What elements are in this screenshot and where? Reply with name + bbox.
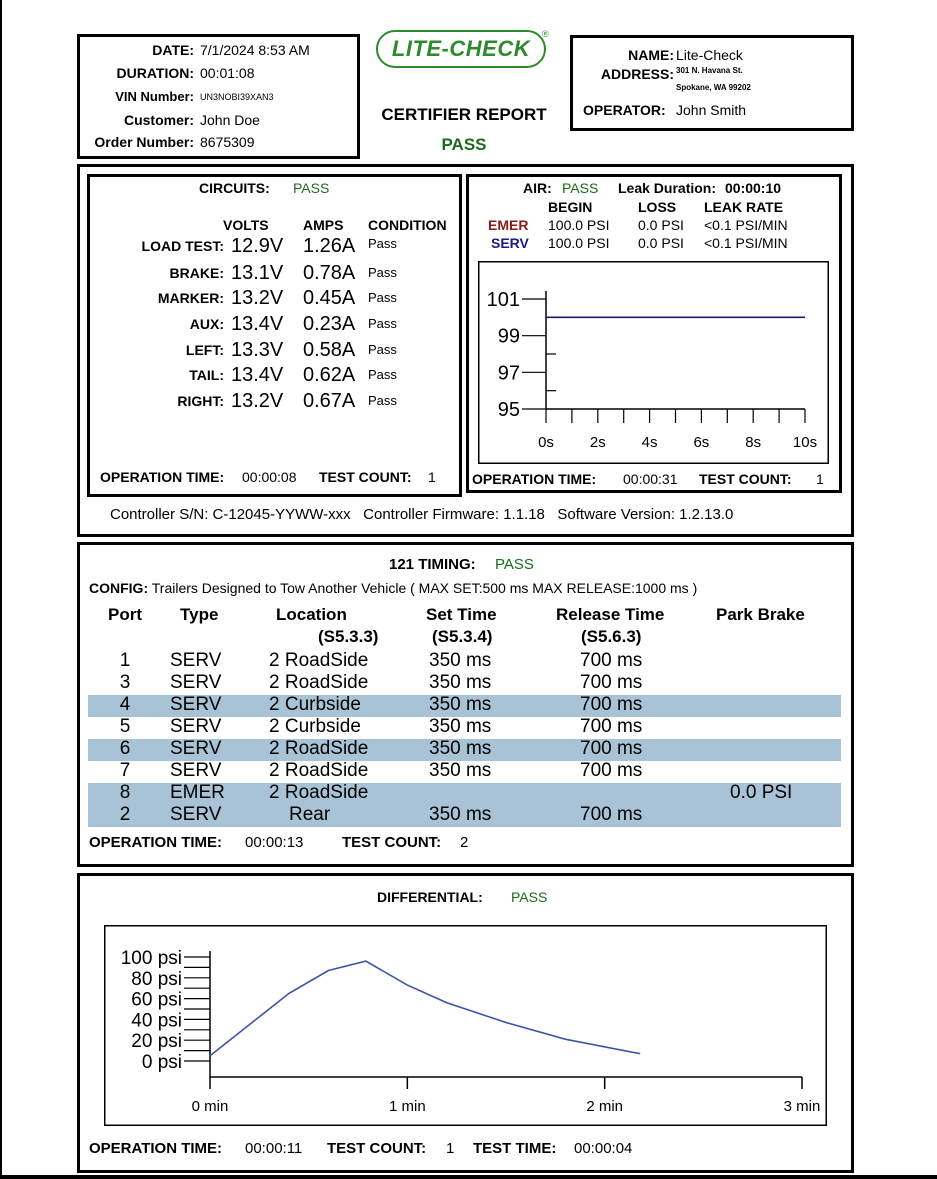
emer-begin: 100.0 PSI — [548, 217, 610, 233]
hdr-park: Park Brake — [716, 605, 805, 624]
circuit-volts: 13.1V — [231, 262, 284, 284]
circuit-condition: Pass — [368, 265, 397, 280]
date-label: DATE: — [152, 42, 194, 58]
customer-value: John Doe — [200, 112, 260, 128]
circuit-label: LOAD TEST: — [141, 238, 224, 254]
air-pressure-chart — [478, 261, 830, 465]
config-max-release: MAX RELEASE:1000 ms ) — [532, 580, 698, 596]
circuit-condition: Pass — [368, 342, 397, 357]
air-x-tick-label: 0s — [538, 434, 554, 451]
timing-location: 2 RoadSide — [269, 672, 369, 693]
differential-title: DIFFERENTIAL: — [377, 889, 483, 905]
controller-info — [110, 506, 733, 523]
serv-begin: 100.0 PSI — [548, 235, 610, 251]
timing-release-time: 700 ms — [580, 804, 643, 825]
timing-port: 8 — [119, 782, 131, 803]
differential-chart — [104, 925, 827, 1127]
circuit-volts: 13.3V — [231, 339, 284, 361]
emer-label: EMER — [488, 217, 529, 233]
timing-location: 2 RoadSide — [269, 760, 369, 781]
circuit-condition: Pass — [368, 316, 397, 331]
circuits-test-count: 1 — [428, 469, 436, 485]
timing-location: 2 RoadSide — [269, 738, 369, 759]
customer-label: Customer: — [123, 112, 194, 128]
air-title: AIR: — [523, 180, 552, 196]
timing-release-time: 700 ms — [580, 760, 643, 781]
diff-x-tick-label: 0 min — [191, 1098, 229, 1115]
order-value: 8675309 — [200, 134, 255, 150]
circuit-label: AUX: — [189, 316, 224, 332]
diff-x-tick-label: 2 min — [586, 1098, 624, 1115]
timing-set-time: 350 ms — [429, 672, 492, 693]
page-edge-bottom — [0, 1175, 937, 1179]
air-y-tick-label: 97 — [497, 362, 520, 385]
serv-loss: 0.0 PSI — [638, 235, 684, 251]
timing-set-time: 350 ms — [429, 716, 492, 737]
timing-set-time: 350 ms — [429, 760, 492, 781]
diff-test-time: 00:00:04 — [574, 1140, 633, 1157]
address-label: ADDRESS: — [600, 66, 674, 82]
software-version-label: Software Version: — [557, 506, 675, 523]
diff-op-time-label: OPERATION TIME: — [89, 1140, 223, 1157]
timing-port: 1 — [119, 650, 131, 671]
timing-location: 2 Curbside — [269, 694, 361, 715]
operator-value: John Smith — [676, 102, 747, 118]
timing-port: 3 — [119, 672, 131, 693]
circuit-volts: 13.2V — [231, 287, 284, 309]
controller-sn: C-12045-YYWW-xxx — [212, 506, 351, 523]
timing-test-count-label: TEST COUNT: — [342, 834, 442, 851]
air-op-time-label: OPERATION TIME: — [472, 471, 597, 487]
timing-location: Rear — [289, 804, 331, 825]
circuit-label: BRAKE: — [169, 265, 224, 281]
diff-y-tick-label: 20 psi — [131, 1031, 182, 1053]
timing-type: SERV — [170, 804, 222, 825]
date-value: 7/1/2024 8:53 AM — [200, 42, 310, 58]
config-label: CONFIG: — [89, 580, 149, 596]
col-volts: VOLTS — [223, 217, 269, 233]
timing-location: 2 Curbside — [269, 716, 361, 737]
hdr-location-sub: (S5.3.3) — [318, 627, 379, 646]
circuit-volts: 12.9V — [231, 235, 284, 257]
col-loss: LOSS — [638, 199, 677, 215]
air-x-tick-label: 4s — [641, 434, 658, 451]
report-title: CERTIFIER REPORT — [381, 105, 547, 124]
circuit-amps: 0.62A — [303, 364, 356, 386]
diff-test-count: 1 — [446, 1140, 455, 1157]
hdr-release: Release Time — [556, 605, 665, 624]
emer-loss: 0.0 PSI — [638, 217, 684, 233]
timing-release-time: 700 ms — [580, 650, 643, 671]
diff-y-tick-label: 0 psi — [141, 1052, 182, 1073]
page-edge-left — [0, 0, 2, 1179]
timing-test-count: 2 — [460, 834, 469, 851]
circuit-condition: Pass — [368, 393, 397, 408]
circuit-condition: Pass — [368, 367, 397, 382]
timing-location: 2 RoadSide — [269, 650, 369, 671]
operator-label: OPERATOR: — [583, 102, 666, 118]
timing-set-time: 350 ms — [429, 650, 492, 671]
timing-title: 121 TIMING: — [389, 556, 476, 573]
timing-release-time: 700 ms — [580, 716, 643, 737]
controller-fw: 1.1.18 — [503, 506, 545, 523]
circuits-op-time-label: OPERATION TIME: — [100, 469, 225, 485]
circuit-amps: 1.26A — [303, 235, 356, 257]
report-result: PASS — [441, 135, 487, 154]
circuits-result: PASS — [293, 180, 330, 196]
col-amps: AMPS — [303, 217, 344, 233]
timing-set-time: 350 ms — [429, 804, 492, 825]
config-value: Trailers Designed to Tow Another Vehicle — [151, 580, 407, 596]
circuit-amps: 0.67A — [303, 390, 356, 412]
hdr-set: Set Time — [426, 605, 497, 624]
circuits-test-count-label: TEST COUNT: — [319, 469, 412, 485]
order-label: Order Number: — [94, 134, 194, 150]
air-y-tick-label: 95 — [497, 399, 520, 421]
diff-test-time-label: TEST TIME: — [473, 1140, 557, 1157]
hdr-release-sub: (S5.6.3) — [581, 627, 642, 646]
timing-type: SERV — [170, 716, 222, 737]
serv-label: SERV — [491, 235, 529, 251]
circuits-title: CIRCUITS: — [199, 180, 270, 196]
timing-park-brake: 0.0 PSI — [730, 782, 793, 803]
controller-sn-label: Controller S/N: — [110, 506, 209, 523]
timing-port: 4 — [119, 694, 131, 715]
timing-type: SERV — [170, 650, 222, 671]
circuit-volts: 13.4V — [231, 364, 284, 386]
air-test-count: 1 — [816, 471, 824, 487]
circuit-label: TAIL: — [189, 367, 224, 383]
name-value: Lite-Check — [676, 47, 743, 63]
software-version: 1.2.13.0 — [679, 506, 734, 523]
differential-pressure-line — [210, 961, 640, 1056]
timing-type: SERV — [170, 738, 222, 759]
circuit-label: LEFT: — [185, 342, 224, 358]
timing-set-time: 350 ms — [429, 694, 492, 715]
circuit-condition: Pass — [368, 236, 397, 251]
timing-type: SERV — [170, 672, 222, 693]
registered-mark: ® — [542, 29, 549, 39]
col-leak-rate: LEAK RATE — [704, 199, 784, 215]
diff-y-tick-label: 100 psi — [120, 948, 182, 969]
timing-release-time: 700 ms — [580, 672, 643, 693]
lite-check-logo: LITE-CHECK — [376, 30, 546, 68]
air-x-tick-label: 6s — [693, 434, 710, 451]
timing-location: 2 RoadSide — [269, 782, 369, 803]
serv-leak: <0.1 PSI/MIN — [704, 235, 788, 251]
diff-y-tick-label: 60 psi — [131, 989, 182, 1011]
config-max-set: ( MAX SET:500 ms — [410, 580, 529, 596]
col-begin: BEGIN — [548, 199, 593, 215]
timing-port: 6 — [119, 738, 131, 759]
timing-config — [89, 580, 697, 596]
timing-port: 5 — [119, 716, 131, 737]
diff-y-tick-label: 40 psi — [131, 1010, 182, 1032]
address-line1: 301 N. Havana St. — [676, 66, 743, 75]
hdr-port: Port — [108, 605, 142, 624]
diff-x-tick-label: 3 min — [783, 1098, 821, 1115]
emer-leak: <0.1 PSI/MIN — [704, 217, 788, 233]
air-x-tick-label: 2s — [589, 434, 606, 451]
duration-label: DURATION: — [116, 65, 194, 81]
name-label: NAME: — [628, 47, 674, 63]
timing-release-time: 700 ms — [580, 738, 643, 759]
differential-result: PASS — [511, 889, 548, 905]
timing-result: PASS — [495, 556, 534, 573]
circuit-amps: 0.23A — [303, 313, 356, 335]
circuits-op-time: 00:00:08 — [242, 469, 297, 485]
col-condition: CONDITION — [368, 217, 447, 233]
timing-type: SERV — [170, 760, 222, 781]
timing-port: 7 — [119, 760, 131, 781]
timing-set-time: 350 ms — [429, 738, 492, 759]
leak-duration-label: Leak Duration: — [618, 180, 717, 196]
air-result: PASS — [562, 180, 599, 196]
diff-op-time: 00:00:11 — [245, 1140, 303, 1157]
timing-port: 2 — [119, 804, 131, 825]
circuit-volts: 13.4V — [231, 313, 284, 335]
timing-op-time-label: OPERATION TIME: — [89, 834, 223, 851]
air-test-count-label: TEST COUNT: — [699, 471, 792, 487]
timing-release-time: 700 ms — [580, 694, 643, 715]
diff-test-count-label: TEST COUNT: — [327, 1140, 427, 1157]
address-line2: Spokane, WA 99202 — [676, 83, 751, 92]
air-y-tick-label: 99 — [497, 325, 520, 348]
circuit-label: MARKER: — [157, 290, 224, 306]
air-y-tick-label: 101 — [486, 289, 520, 311]
timing-type: EMER — [170, 782, 225, 803]
air-x-tick-label: 8s — [745, 434, 762, 451]
timing-type: SERV — [170, 694, 222, 715]
circuit-amps: 0.78A — [303, 262, 356, 284]
air-op-time: 00:00:31 — [623, 471, 678, 487]
circuit-amps: 0.45A — [303, 287, 356, 309]
leak-duration: 00:00:10 — [725, 180, 782, 196]
diff-y-tick-label: 80 psi — [131, 968, 182, 990]
hdr-location: Location — [276, 605, 347, 624]
circuit-amps: 0.58A — [303, 339, 356, 361]
vin-label: VIN Number: — [115, 89, 194, 104]
hdr-type: Type — [180, 605, 219, 624]
circuit-volts: 13.2V — [231, 390, 284, 412]
diff-x-tick-label: 1 min — [388, 1098, 426, 1115]
air-x-tick-label: 10s — [792, 434, 818, 451]
vin-value: UN3NOBI39XAN3 — [200, 92, 274, 102]
hdr-set-sub: (S5.3.4) — [432, 627, 493, 646]
timing-op-time: 00:00:13 — [245, 834, 304, 851]
circuit-label: RIGHT: — [177, 393, 224, 409]
circuit-condition: Pass — [368, 290, 397, 305]
duration-value: 00:01:08 — [200, 65, 255, 81]
controller-fw-label: Controller Firmware: — [363, 506, 500, 523]
